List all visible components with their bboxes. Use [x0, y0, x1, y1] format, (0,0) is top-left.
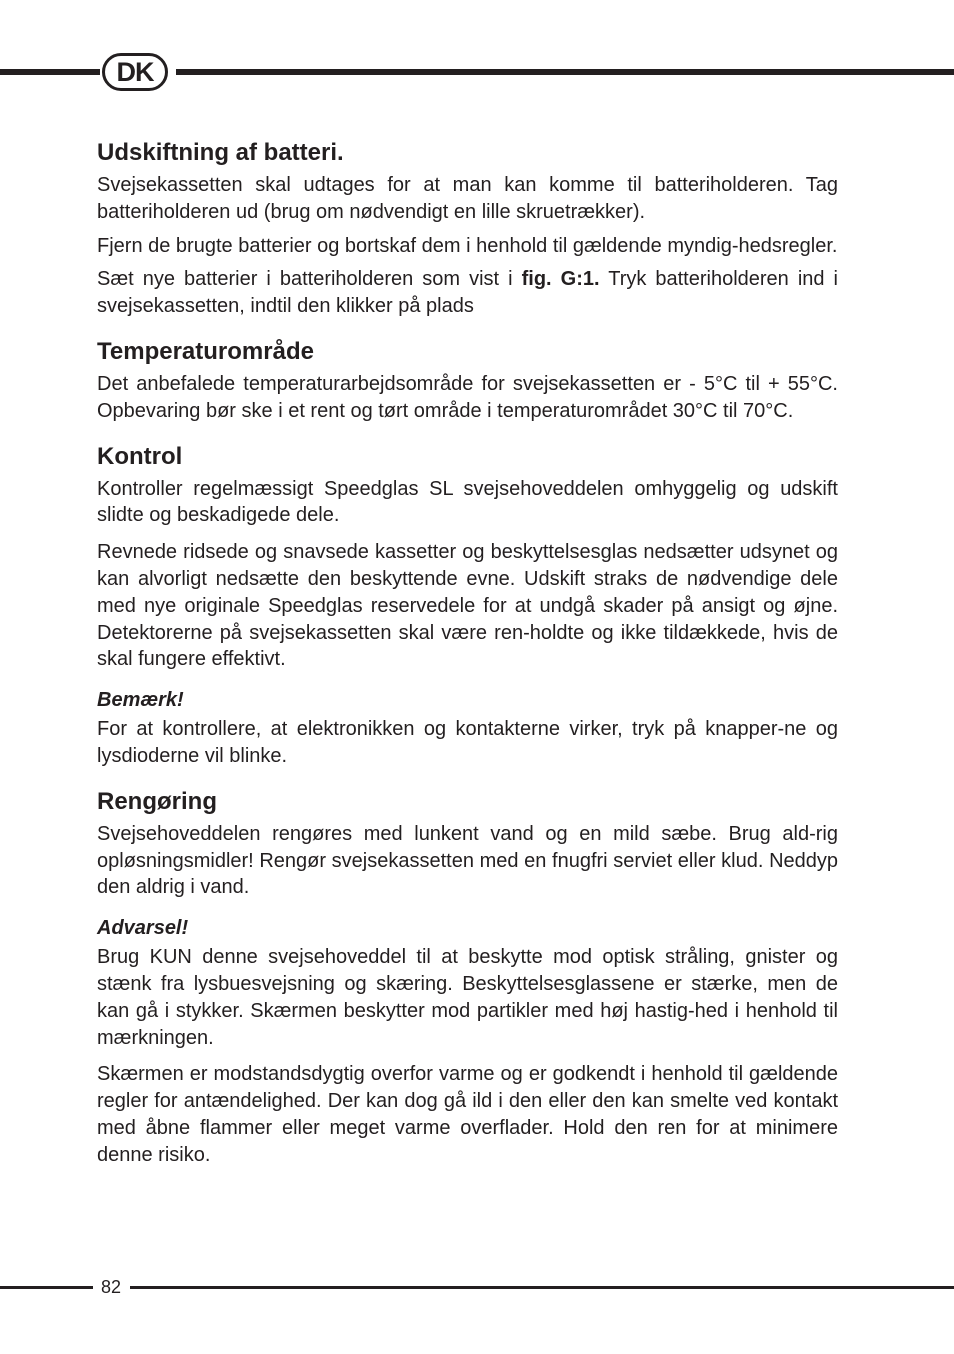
paragraph: Revnede ridsede og snavsede kassetter og beskyttelsesglas nedsætter udsynet og kan alvorligt nedsætte den beskyttende evne. Udskift straks de nødvendige dele med nye originale Speedglas reservedele for at undgå skader på ansigt og øjne. Detektorerne på svejsekassetten skal være ren-holdte og ikke tildækkede, hvis de skal fungere effektivt. — [97, 541, 838, 671]
section-battery-replacement — [97, 138, 838, 320]
footer-rule-left — [0, 1286, 93, 1289]
paragraph: For at kontrollere, at elektronikken og kontakterne virker, tryk på knapper-ne og lysdioderne vil blinke. — [97, 718, 838, 767]
footer-rule-right — [130, 1286, 954, 1289]
header-rule-right — [176, 69, 954, 75]
page-content — [97, 138, 838, 1176]
section-title: Kontrol — [97, 442, 183, 470]
header-rule-left — [0, 69, 100, 75]
paragraph: Brug KUN denne svejsehoveddel til at beskytte mod optisk stråling, gnister og stænk fra lysbuesvejsning og skæring. Beskyttelsesglassene er stærke, men de kan gå i stykker. Skærmen beskytter mod partikler med høj hastig-hed i henhold til mærkningen. — [97, 946, 838, 1049]
section-temperature-range — [97, 337, 838, 425]
paragraph: Kontroller regelmæssigt Speedglas SL svejsehoveddelen omhyggelig og udskift slidte og beskadigede dele. — [97, 477, 838, 527]
figure-reference: fig. G:1. — [521, 268, 600, 291]
paragraph: Svejsehoveddelen rengøres med lunkent vand og en mild sæbe. Brug ald-rig opløsningsmidler! Rengør svejsekassetten med en fnugfri serviet eller klud. Neddyp den aldrig i vand. — [97, 822, 838, 899]
paragraph: Fjern de brugte batterier og bortskaf dem i henhold til gældende myndig-hedsregler. — [97, 234, 838, 257]
section-title: Temperaturområde — [97, 337, 314, 365]
section-title: Udskiftning af batteri. — [97, 139, 344, 166]
paragraph: Svejsekassetten skal udtages for at man kan komme til batteriholderen. Tag batteriholderen ud (brug om nødvendigt en lille skruetrækker). — [97, 174, 838, 223]
page-number: 82 — [101, 1277, 122, 1297]
note-title: Bemærk! — [97, 689, 184, 712]
text-run: Tryk batteriholderen ind i svejsekassetten, indtil den klikker på plads — [97, 268, 838, 318]
section-title: Rengøring — [97, 787, 217, 815]
paragraph: Skærmen er modstandsdygtig overfor varme og er godkendt i henhold til gældende regler for antændelighed. Der kan dog gå ild i den eller den kan smelte ved kontakt med åbne flammer eller meget varme overflader. Hold den ren for at minimere denne risiko. — [97, 1063, 838, 1166]
paragraph — [97, 266, 838, 320]
language-badge: DK — [102, 53, 168, 91]
section-cleaning — [97, 787, 838, 1169]
paragraph: Det anbefalede temperaturarbejdsområde for svejsekassetten er - 5°C til + 55°C. Opbevaring bør ske i et rent og tørt område i temperaturområdet 30°C til 70°C. — [97, 372, 838, 422]
section-control — [97, 442, 838, 770]
text-run: Sæt nye batterier i batteriholderen som vist i — [97, 268, 522, 291]
warning-title: Advarsel! — [97, 917, 189, 940]
